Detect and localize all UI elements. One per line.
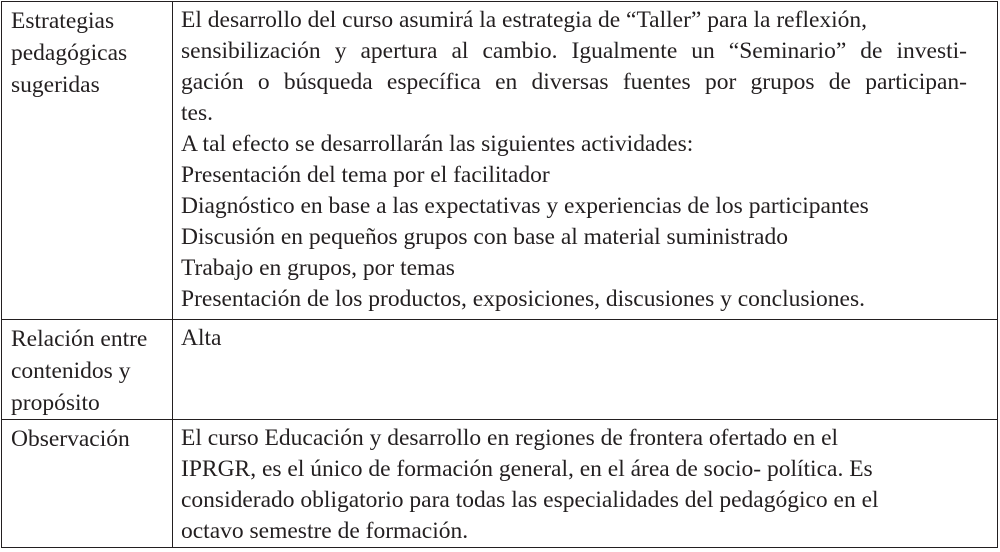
row-label-observation: Observación — [11, 426, 130, 452]
text-line: Diagnóstico en base a las expectativas y experiencias de los participantes — [181, 193, 869, 219]
label-cell — [2, 420, 173, 548]
course-info-table — [1, 1, 998, 548]
text-line: considerado obligatorio para todas las especialidades del pedagógico en el — [181, 487, 879, 513]
text-line: gación o búsqueda específica en diversas fuentes por grupos de participan- — [181, 69, 967, 95]
text-line: Trabajo en grupos, por temas — [181, 255, 455, 281]
content-cell — [173, 2, 998, 320]
row-label-strategies: Estrategias pedagógicas sugeridas — [11, 8, 128, 98]
text-line: Alta — [181, 325, 222, 351]
table-row-observation — [2, 420, 998, 548]
text-line: El curso Educación y desarrollo en regiones de frontera ofertado en el — [181, 425, 839, 451]
label-cell — [2, 320, 173, 420]
label-cell — [2, 2, 173, 320]
table-row-relation — [2, 320, 998, 420]
text-line: sensibilización y apertura al cambio. Igualmente un “Seminario” de investi- — [181, 38, 967, 64]
text-line: tes. — [181, 100, 213, 126]
text-line: El desarrollo del curso asumirá la estrategia de “Taller” para la reflexión, — [181, 7, 868, 33]
content-cell — [173, 320, 998, 420]
text-line: A tal efecto se desarrollarán las siguientes actividades: — [181, 131, 694, 157]
text-line: Presentación de los productos, exposiciones, discusiones y conclusiones. — [181, 286, 865, 312]
content-cell — [173, 420, 998, 548]
text-line: Discusión en pequeños grupos con base al material suministrado — [181, 224, 788, 250]
text-line: IPRGR, es el único de formación general, en el área de socio- política. Es — [181, 456, 873, 482]
row-label-relation: Relación entre contenidos y propósito — [11, 326, 148, 416]
table-row-strategies — [2, 2, 998, 320]
text-line: octavo semestre de formación. — [181, 518, 469, 544]
text-line: Presentación del tema por el facilitador — [181, 162, 550, 188]
